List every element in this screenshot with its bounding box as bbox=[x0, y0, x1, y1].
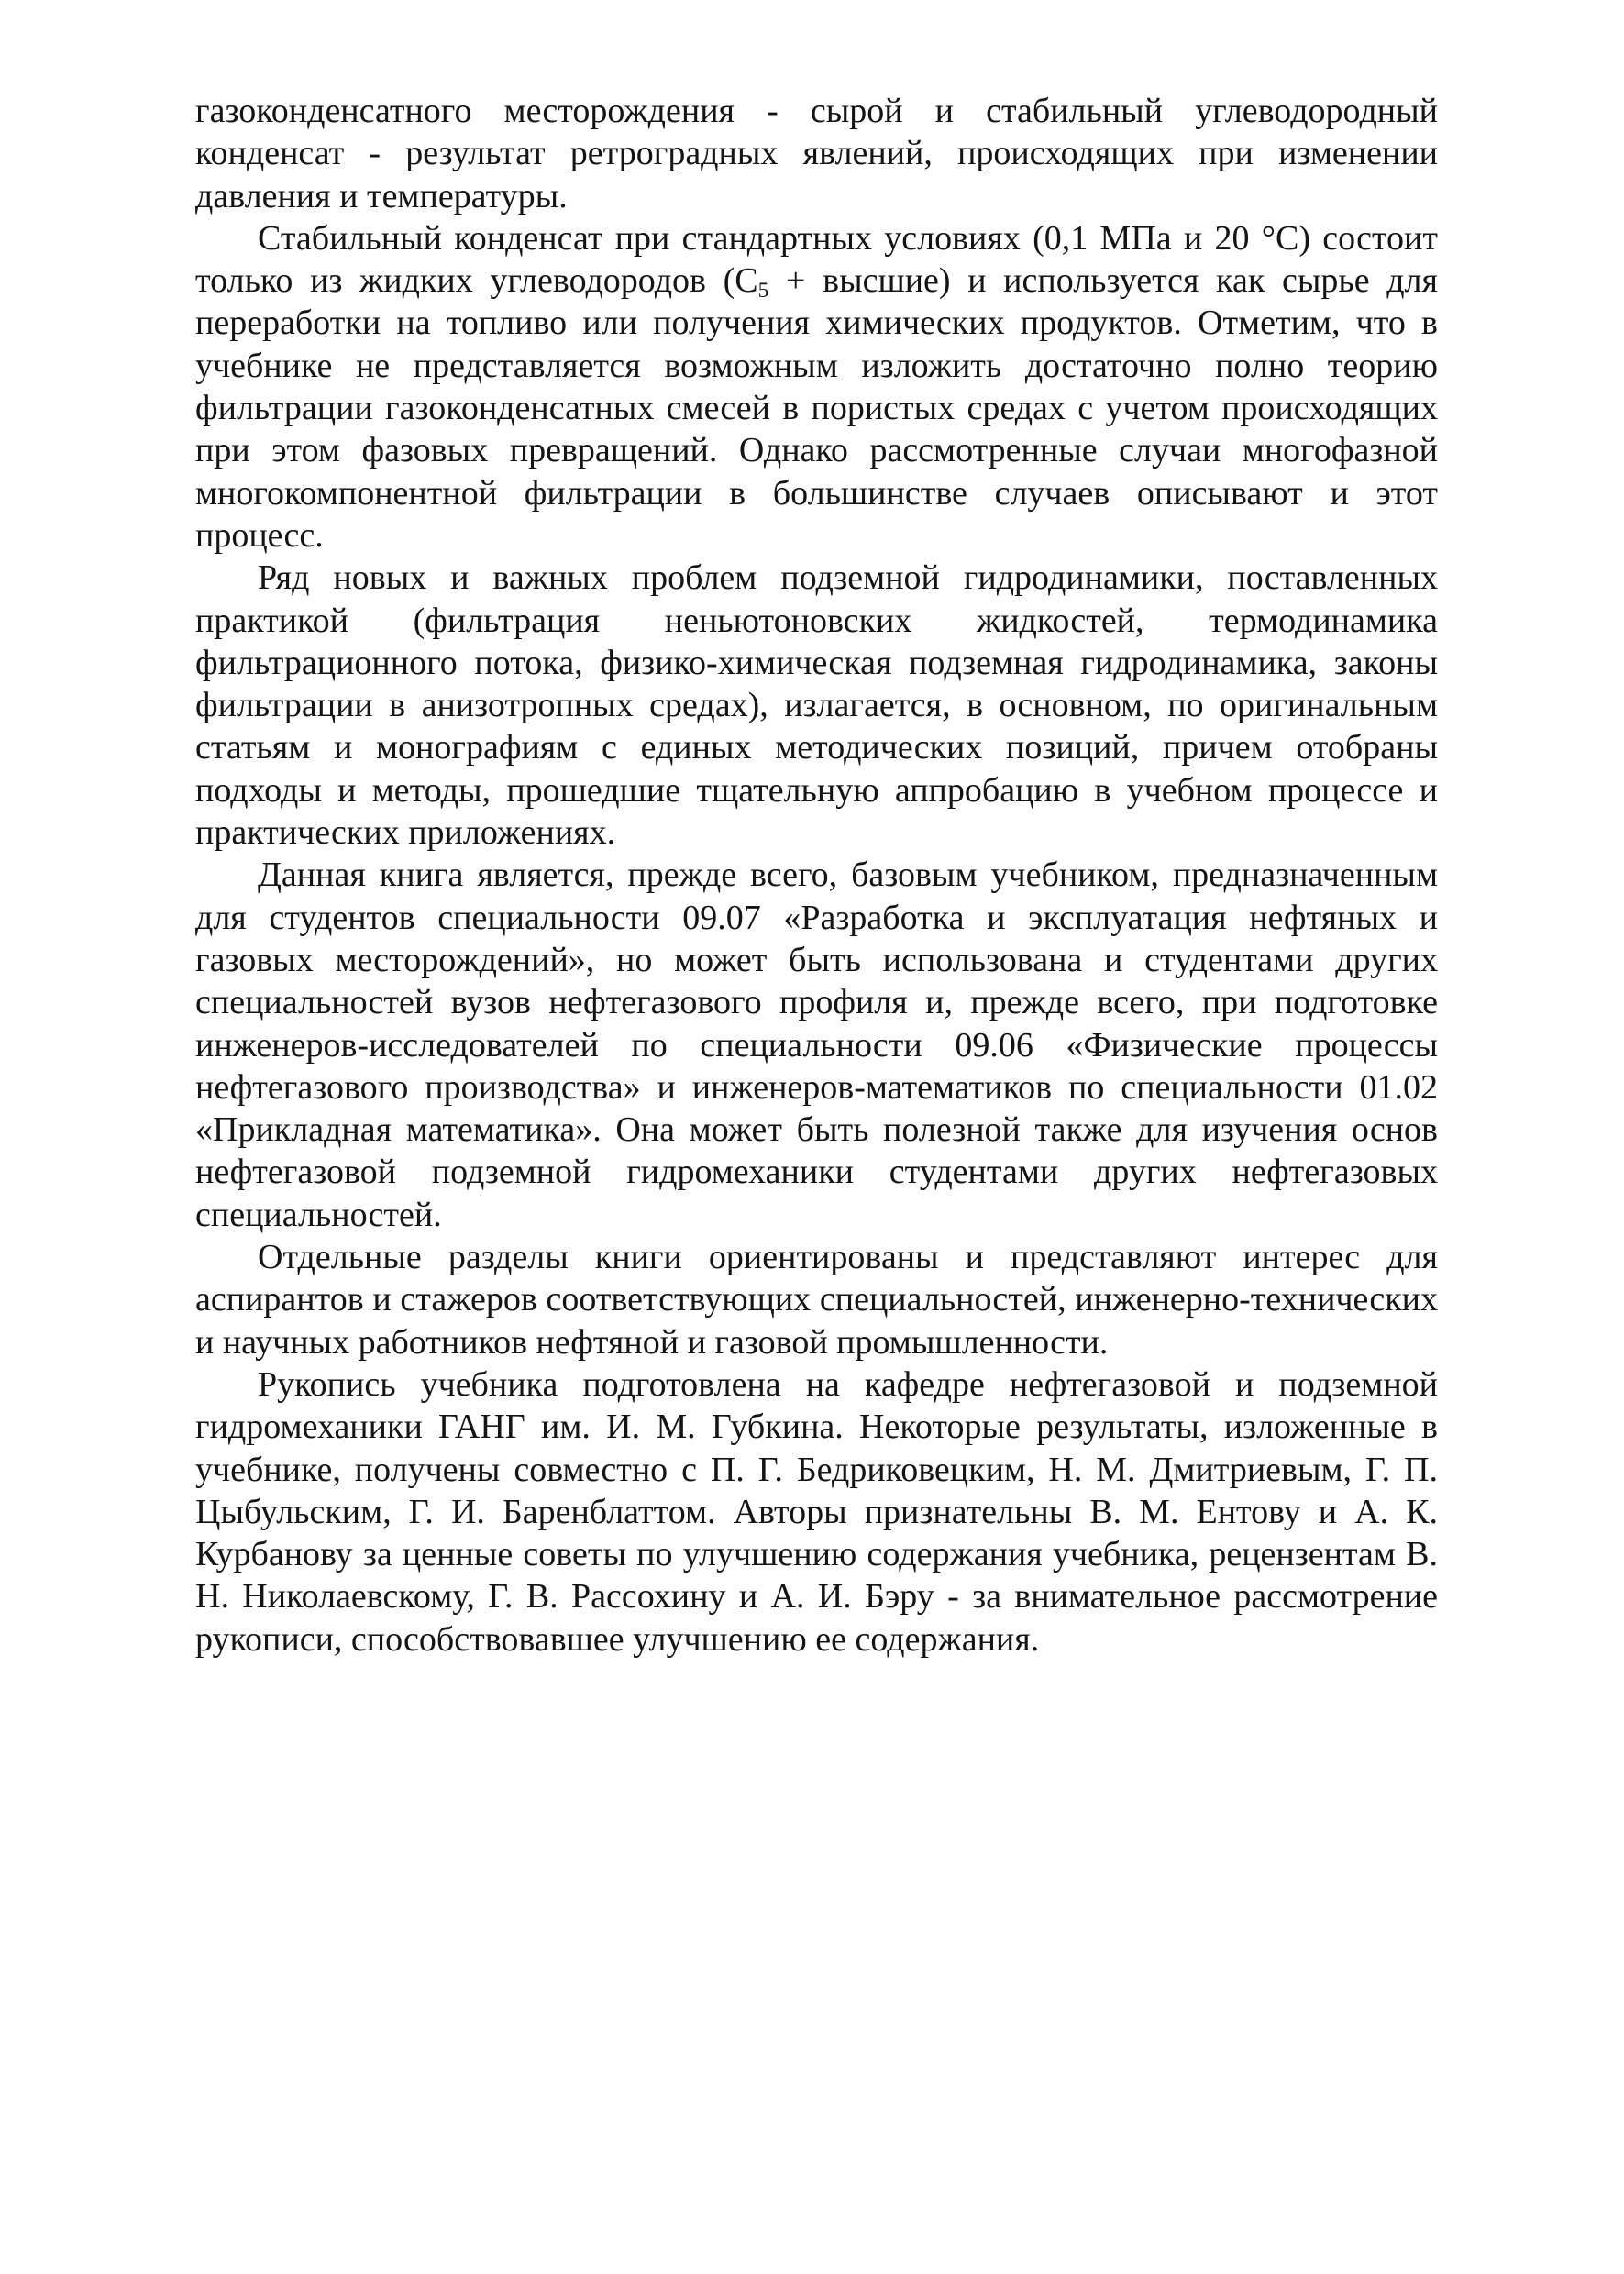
document-page bbox=[195, 90, 1438, 1661]
paragraph-stable-condensate bbox=[195, 217, 1438, 557]
paragraph-continuation: газоконденсатного месторождения - сырой и стабильный углеводородный конденсат - результат ретроградных явлений, происходящих при изменении давления и температуры. bbox=[195, 92, 1438, 215]
paragraph-text-part: + высшие) и используется как сырье для переработки на топливо или получения химических продуктов. Отметим, что в учебнике не представляется возможным изложить достаточно полно теорию фильтрации газоконденсатных смесей в пористых средах с учетом происходящих при этом фазовых превращений. Однако рассмотренные случаи многофазной многокомпонентной фильтрации в большинстве случаев описывают и этот процесс. bbox=[195, 261, 1438, 555]
paragraph-acknowledgements: Рукопись учебника подготовлена на кафедре нефтегазовой и подземной гидромеханики ГАНГ им. И. М. Губкина. Некоторые результаты, изложенные в учебнике, получены совместно с П. Г. Бедриковецким, Н. М. Дмитриевым, Г. П. Цыбульским, Г. И. Баренблаттом. Авторы признательны В. М. Ентову и А. К. Курбанову за ценные советы по улучшению содержания учебника, рецензентам В. Н. Николаевскому, Г. В. Рассохину и А. И. Бэру - за внимательное рассмотрение рукописи, способствовавшее улучшению ее содержания. bbox=[195, 1364, 1438, 1659]
paragraph-new-problems: Ряд новых и важных проблем подземной гидродинамики, поставленных практикой (фильтрация неньютоновских жидкостей, термодинамика фильтрационного потока, физико-химическая подземная гидродинамика, законы фильтрации в анизотропных средах), излагается, в основном, по оригинальным статьям и монографиям с единых методических позиций, причем отобраны подходы и методы, прошедшие тщательную аппробацию в учебном процессе и практических приложениях. bbox=[195, 558, 1438, 853]
subscript-5: 5 bbox=[757, 279, 769, 304]
paragraph-audience: Отдельные разделы книги ориентированы и представляют интерес для аспирантов и стажеров соответствующих специальностей, инженерно-технических и научных работников нефтяной и газовой промышленности. bbox=[195, 1238, 1438, 1362]
paragraph-book-purpose: Данная книга является, прежде всего, базовым учебником, предназначенным для студентов специальности 09.07 «Разработка и эксплуатация нефтяных и газовых месторождений», но может быть использована и студентами других специальностей вузов нефтегазового профиля и, прежде всего, при подготовке инженеров-исследователей по специальности 09.06 «Физические процессы нефтегазового производства» и инженеров-математиков по специальности 01.02 «Прикладная математика». Она может быть полезной также для изучения основ нефтегазовой подземной гидромеханики студентами других нефтегазовых специальностей. bbox=[195, 856, 1438, 1234]
paragraph-text-part: Стабильный конденсат при стандартных условиях (0,1 МПа и 20 °С) состоит только из жидких углеводородов (С bbox=[195, 218, 1438, 301]
